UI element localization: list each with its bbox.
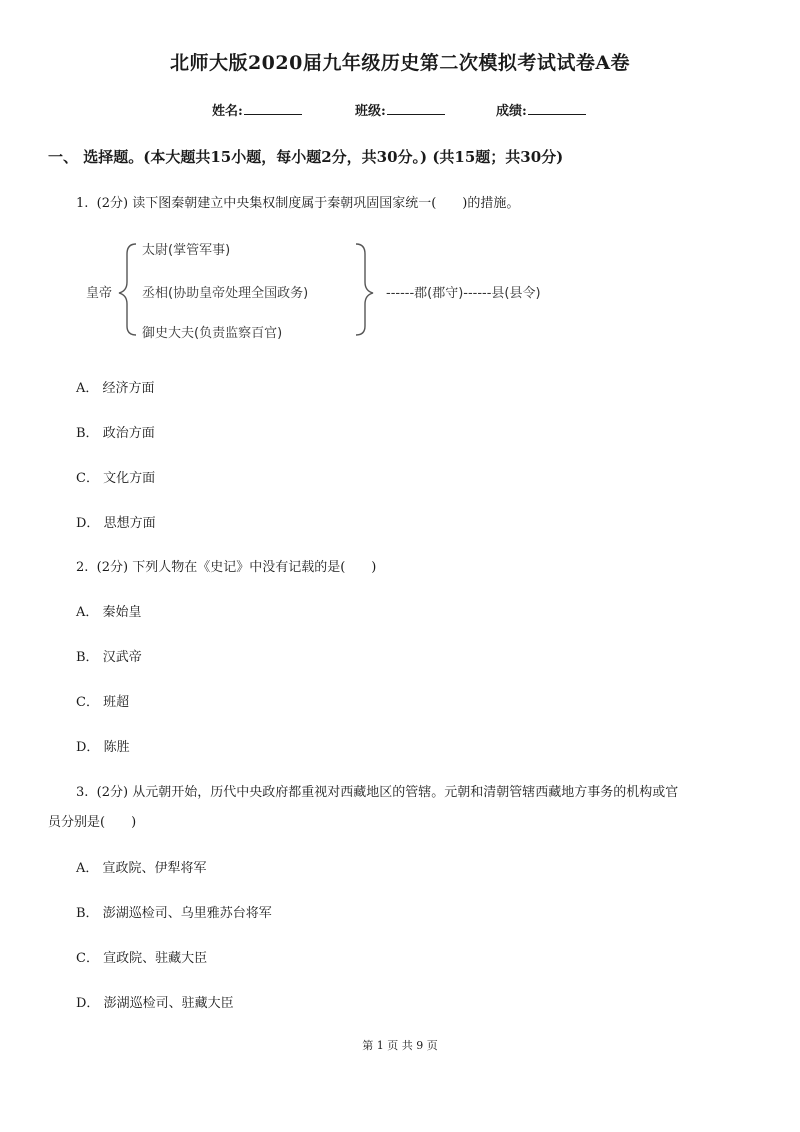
option-1b[interactable]: [76, 422, 155, 441]
option-2d[interactable]: [76, 736, 130, 755]
option-letter: C．: [76, 695, 99, 710]
name-field: [212, 100, 302, 119]
question-number: 2.: [76, 560, 89, 575]
option-text: 班超: [103, 695, 130, 710]
option-letter: C．: [76, 951, 99, 966]
option-text: 汉武帝: [102, 650, 142, 665]
option-1d[interactable]: [76, 512, 156, 531]
section-heading: 一、 选择题。(本大题共15小题，每小题2分，共30分。) (共15题；共30分): [48, 148, 564, 166]
central-government-diagram: [80, 236, 620, 344]
option-letter: B．: [76, 650, 99, 665]
option-text: 思想方面: [103, 516, 156, 531]
option-letter: C．: [76, 471, 99, 486]
option-text: 澎湖巡检司、乌里雅苏台将军: [102, 906, 272, 921]
score-field: [496, 100, 586, 119]
option-letter: D．: [76, 516, 100, 531]
option-text: 经济方面: [102, 381, 155, 396]
diagram-official-2: 丞相(协助皇帝处理全国政务): [142, 286, 309, 301]
diagram-emperor: 皇帝: [86, 286, 113, 301]
question-text: (2分) 下列人物在《史记》中没有记载的是( ): [96, 560, 377, 575]
option-text: 澎湖巡检司、驻藏大臣: [103, 996, 234, 1011]
page-title: 北师大版2020届九年级历史第二次模拟考试试卷A卷: [169, 52, 631, 74]
option-letter: D．: [76, 996, 100, 1011]
left-brace: [119, 244, 136, 335]
question-number: 3.: [76, 785, 89, 800]
page-footer: 第 1 页 共 9 页: [362, 1039, 438, 1052]
question-text-line1: (2分) 从元朝开始，历代中央政府都重视对西藏地区的管辖。元朝和清朝管辖西藏地方事务的机构或官: [96, 785, 679, 800]
diagram-official-3: 御史大夫(负责监察百官): [142, 326, 283, 341]
option-text: 宣政院、驻藏大臣: [103, 951, 208, 966]
option-1c[interactable]: [76, 467, 155, 486]
question-text: (2分) 读下图秦朝建立中央集权制度属于秦朝巩固国家统一( )的措施。: [96, 196, 520, 211]
question-3-cont: 员分别是( ): [48, 815, 137, 830]
option-3b[interactable]: [76, 902, 272, 921]
class-blank: [387, 102, 445, 115]
question-1: [76, 192, 519, 211]
option-letter: B．: [76, 426, 99, 441]
option-text: 政治方面: [102, 426, 155, 441]
diagram-local-admin: ------郡(郡守)------县(县令): [386, 286, 541, 301]
option-letter: A．: [76, 605, 99, 620]
option-text: 陈胜: [103, 740, 130, 755]
question-number: 1.: [76, 196, 89, 211]
option-text: 宣政院、伊犁将军: [102, 861, 207, 876]
option-3d[interactable]: [76, 992, 234, 1011]
name-blank: [244, 102, 302, 115]
option-2b[interactable]: [76, 646, 142, 665]
name-label: 姓名:: [212, 104, 243, 119]
class-label: 班级:: [355, 104, 386, 119]
option-text: 秦始皇: [102, 605, 142, 620]
right-brace: [356, 244, 373, 335]
score-label: 成绩:: [496, 104, 527, 119]
diagram-official-1: 太尉(掌管军事): [142, 243, 231, 258]
option-letter: A．: [76, 861, 99, 876]
score-blank: [528, 102, 586, 115]
option-text: 文化方面: [103, 471, 156, 486]
option-letter: B．: [76, 906, 99, 921]
option-2a[interactable]: [76, 601, 142, 620]
question-2: [76, 556, 376, 575]
option-1a[interactable]: [76, 377, 155, 396]
option-3c[interactable]: [76, 947, 207, 966]
option-letter: A．: [76, 381, 99, 396]
option-2c[interactable]: [76, 691, 129, 710]
class-field: [355, 100, 445, 119]
question-3: [76, 781, 678, 800]
option-letter: D．: [76, 740, 100, 755]
option-3a[interactable]: [76, 857, 207, 876]
